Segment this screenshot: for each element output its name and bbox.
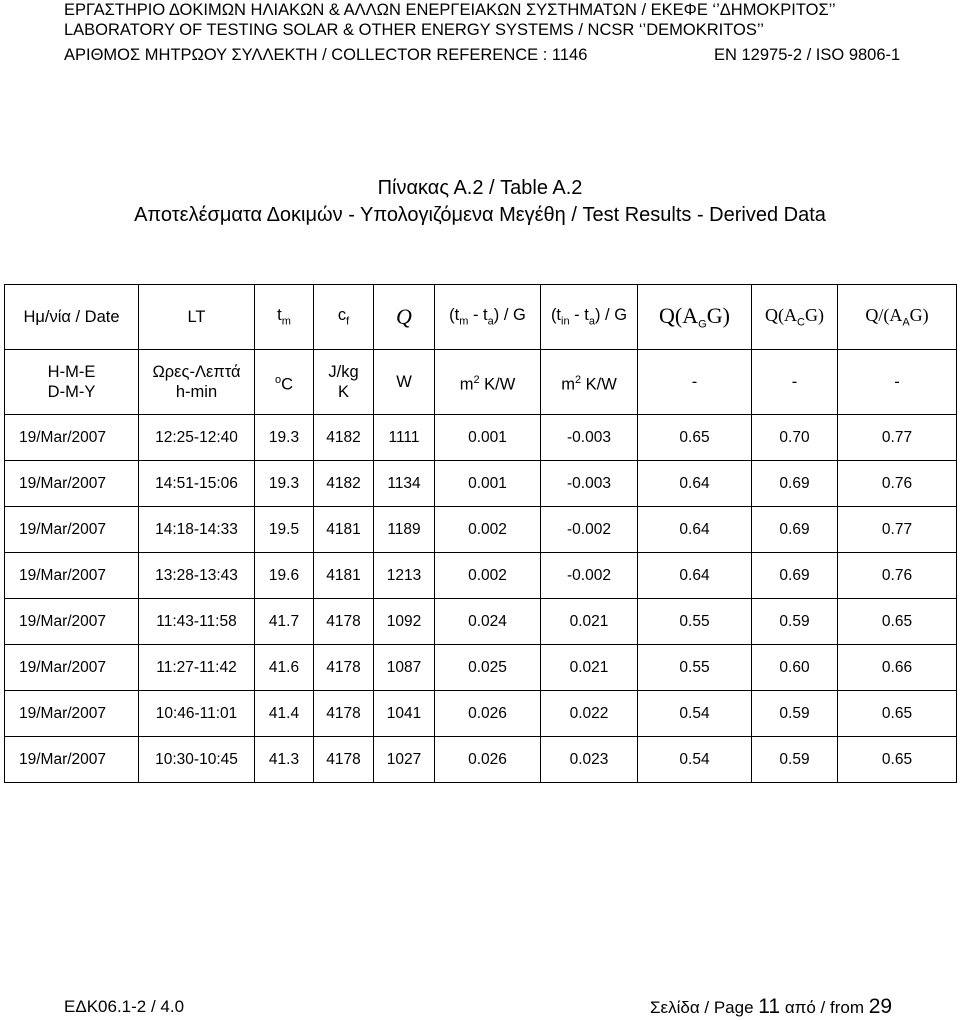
table-cell: 19/Mar/2007: [5, 415, 139, 461]
table-cell: 4181: [314, 507, 374, 553]
table-cell: 0.002: [435, 507, 541, 553]
table-cell: 0.026: [435, 737, 541, 783]
table-cell: 0.65: [638, 415, 752, 461]
table-cell: 11:43-11:58: [139, 599, 255, 645]
unit-tm-ta-g: $m^2$ K/W: [435, 350, 541, 415]
table-cell: 0.64: [638, 553, 752, 599]
table-cell: 0.025: [435, 645, 541, 691]
col-header-date: Ημ/νία / Date: [5, 285, 139, 350]
table-cell: 0.76: [838, 553, 957, 599]
table-cell: 1087: [374, 645, 435, 691]
table-cell: 19.5: [255, 507, 314, 553]
table-cell: 4182: [314, 461, 374, 507]
results-table: [4, 284, 957, 783]
col-header-cf: $c_f$: [314, 285, 374, 350]
table-cell: 0.59: [752, 737, 838, 783]
table-row: [5, 599, 957, 645]
unit-q-ag: -: [638, 350, 752, 415]
table-cell: 0.023: [541, 737, 638, 783]
col-header-tm: $t_m$: [255, 285, 314, 350]
unit-date: H-M-E D-M-Y: [5, 350, 139, 415]
table-cell: 0.70: [752, 415, 838, 461]
table-cell: 0.54: [638, 737, 752, 783]
table-cell: 0.65: [838, 691, 957, 737]
table-cell: 4178: [314, 599, 374, 645]
table-cell: 19.3: [255, 415, 314, 461]
table-cell: 11:27-11:42: [139, 645, 255, 691]
unit-tin-ta-g: $m^2$ K/W: [541, 350, 638, 415]
test-standard: EN 12975-2 / ISO 9806-1: [714, 46, 901, 64]
table-cell: 1092: [374, 599, 435, 645]
table-subtitle: Αποτελέσματα Δοκιμών - Υπολογιζόμενα Μεγέθη / Test Results - Derived Data: [134, 204, 826, 226]
col-header-q-ac: $Q(A_CG)$: [752, 285, 838, 350]
table-cell: 0.77: [838, 415, 957, 461]
table-cell: 0.59: [752, 691, 838, 737]
col-header-tin-ta-g: $(t_{in} - t_a)$ / G: [541, 285, 638, 350]
table-title: Πίνακας Α.2 / Table A.2: [377, 177, 583, 199]
table-cell: 0.026: [435, 691, 541, 737]
table-cell: 41.7: [255, 599, 314, 645]
table-cell: 4178: [314, 691, 374, 737]
table-cell: 1213: [374, 553, 435, 599]
table-row: [5, 415, 957, 461]
table-cell: 0.54: [638, 691, 752, 737]
table-cell: 0.76: [838, 461, 957, 507]
unit-cf: J/kg K: [314, 350, 374, 415]
table-cell: 0.64: [638, 507, 752, 553]
table-cell: 41.3: [255, 737, 314, 783]
table-cell: 1189: [374, 507, 435, 553]
table-cell: 19/Mar/2007: [5, 507, 139, 553]
page-number: 11: [758, 995, 781, 1018]
table-row: [5, 507, 957, 553]
table-cell: 4182: [314, 415, 374, 461]
header-row-quantities: [5, 285, 957, 350]
table-cell: 19.3: [255, 461, 314, 507]
table-cell: -0.002: [541, 507, 638, 553]
table-cell: 10:30-10:45: [139, 737, 255, 783]
table-cell: 0.001: [435, 415, 541, 461]
document-code: ΕΔΚ06.1-2 / 4.0: [64, 997, 185, 1016]
table-cell: 13:28-13:43: [139, 553, 255, 599]
table-cell: 0.69: [752, 461, 838, 507]
table-cell: 41.4: [255, 691, 314, 737]
table-cell: 19/Mar/2007: [5, 461, 139, 507]
table-row: [5, 553, 957, 599]
table-cell: 1041: [374, 691, 435, 737]
table-cell: -0.002: [541, 553, 638, 599]
table-row: [5, 461, 957, 507]
page-total: 29: [868, 995, 893, 1018]
collector-reference: ΑΡΙΘΜΟΣ ΜΗΤΡΩΟΥ ΣΥΛΛΕΚΤΗ / COLLECTOR REFERENCE : 1146: [64, 46, 588, 64]
header-lab-greek: ΕΡΓΑΣΤΗΡΙΟ ΔΟΚΙΜΩΝ ΗΛΙΑΚΩΝ & ΑΛΛΩΝ ΕΝΕΡΓΕΙΑΚΩΝ ΣΥΣΤΗΜΑΤΩΝ / ΕΚΕΦΕ ‘’ΔΗΜΟΚΡΙΤΟΣ’’: [64, 1, 836, 19]
unit-q-aa: -: [838, 350, 957, 415]
table-cell: 0.65: [838, 737, 957, 783]
table-cell: 0.64: [638, 461, 752, 507]
table-cell: 0.001: [435, 461, 541, 507]
col-header-lt: LT: [139, 285, 255, 350]
table-cell: 4178: [314, 737, 374, 783]
page-indicator: Σελίδα / Page 11 από / from 29: [650, 995, 893, 1018]
table-row: [5, 737, 957, 783]
header-collector-reference: [64, 45, 924, 65]
table-cell: 0.021: [541, 645, 638, 691]
table-cell: 14:51-15:06: [139, 461, 255, 507]
table-cell: 10:46-11:01: [139, 691, 255, 737]
table-cell: 0.60: [752, 645, 838, 691]
header-row-units: [5, 350, 957, 415]
table-cell: 0.77: [838, 507, 957, 553]
table-cell: 19/Mar/2007: [5, 691, 139, 737]
col-header-q-aa: $Q/(A_AG)$: [838, 285, 957, 350]
table-cell: -0.003: [541, 461, 638, 507]
unit-tm: $^o$C: [255, 350, 314, 415]
unit-q-ac: -: [752, 350, 838, 415]
table-cell: 14:18-14:33: [139, 507, 255, 553]
table-cell: 4181: [314, 553, 374, 599]
table-cell: 19/Mar/2007: [5, 737, 139, 783]
table-cell: 0.55: [638, 599, 752, 645]
table-cell: 0.021: [541, 599, 638, 645]
table-cell: 0.024: [435, 599, 541, 645]
table-cell: 19/Mar/2007: [5, 645, 139, 691]
table-cell: 1111: [374, 415, 435, 461]
table-cell: 0.55: [638, 645, 752, 691]
table-cell: 4178: [314, 645, 374, 691]
data-rows: [5, 415, 957, 783]
table-cell: 19/Mar/2007: [5, 599, 139, 645]
header-lab-english: LABORATORY OF TESTING SOLAR & OTHER ENERGY SYSTEMS / NCSR ‘’DEMOKRITOS’’: [64, 21, 764, 39]
table-cell: 0.65: [838, 599, 957, 645]
table-cell: 19.6: [255, 553, 314, 599]
table-cell: 1134: [374, 461, 435, 507]
table-row: [5, 645, 957, 691]
table-cell: 12:25-12:40: [139, 415, 255, 461]
table-cell: 0.69: [752, 553, 838, 599]
table-cell: 0.69: [752, 507, 838, 553]
table-cell: 0.66: [838, 645, 957, 691]
table-cell: 0.022: [541, 691, 638, 737]
table-cell: 0.002: [435, 553, 541, 599]
table-cell: 1027: [374, 737, 435, 783]
unit-lt: Ωρες-Λεπτά h-min: [139, 350, 255, 415]
unit-q: W: [374, 350, 435, 415]
table-row: [5, 691, 957, 737]
table-cell: 41.6: [255, 645, 314, 691]
table-cell: 19/Mar/2007: [5, 553, 139, 599]
col-header-q-ag: $Q(A_GG)$: [638, 285, 752, 350]
table-cell: 0.59: [752, 599, 838, 645]
table-cell: -0.003: [541, 415, 638, 461]
col-header-q: Q: [374, 285, 435, 350]
col-header-tm-ta-g: $(t_m - t_a)$ / G: [435, 285, 541, 350]
